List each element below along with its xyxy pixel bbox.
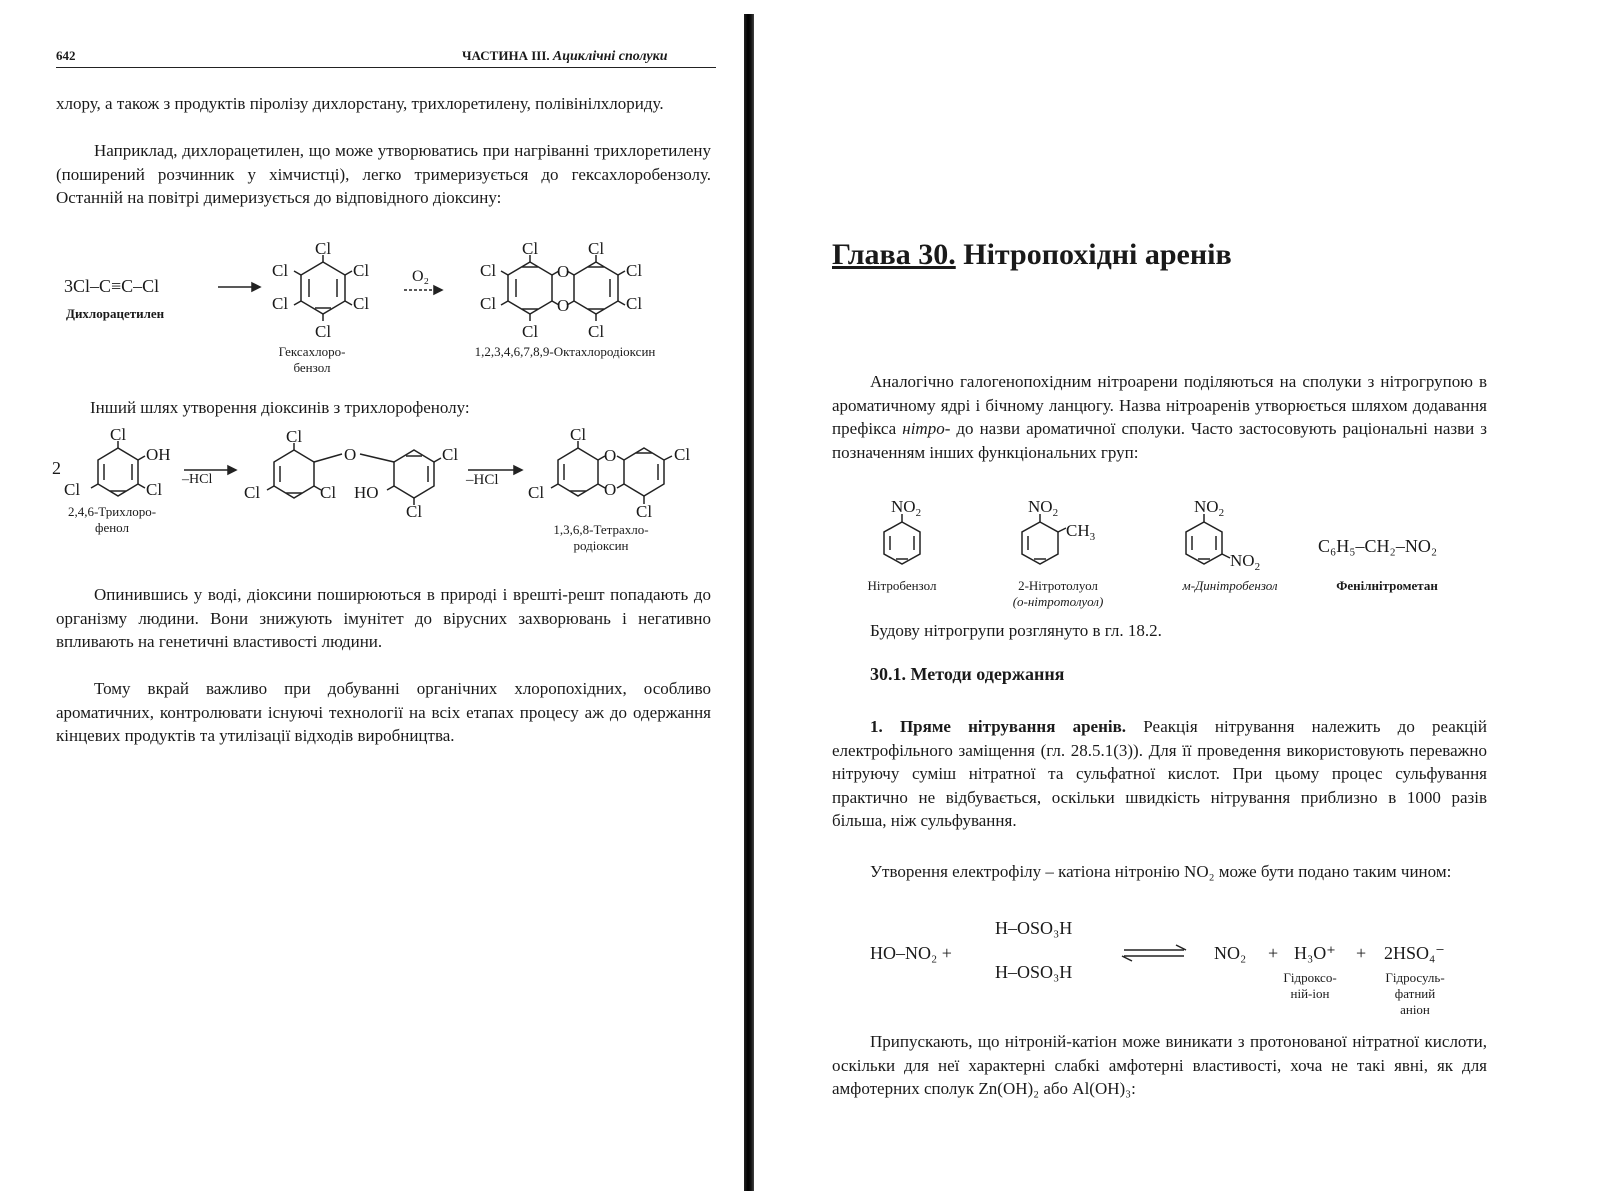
- svg-text:NO2: $NO_2$: [1028, 497, 1059, 519]
- svg-text:NO2: $NO_2$: [1194, 497, 1225, 519]
- left-para-4: Опинившись у воді, діоксини поширюються в природі і врешті-решт попадають до організму людини. Вони знижують імунітет до вірусних захворювань і негативно впливають на генетичні властивості людини.: [56, 585, 711, 651]
- eq-left: HO–NO₂ +: [870, 943, 952, 963]
- nitrobenzene-label: Нітробензол: [867, 578, 937, 593]
- minus-hcl-1: –HCl: [182, 472, 213, 487]
- svg-text:Cl: Cl: [570, 425, 587, 444]
- chapter-label: Глава 30.: [832, 238, 956, 271]
- svg-text:Cl: Cl: [315, 239, 332, 258]
- svg-text:CH3: $CH_3$: [1066, 521, 1096, 543]
- svg-text:Cl: Cl: [636, 502, 653, 521]
- svg-text:O: O: [604, 446, 617, 465]
- o2-reagent: O₂: [412, 268, 430, 285]
- right-para-1-a: Аналогічно галогенопохідним нітроарени поділяються на сполуки з нітрогрупою в ароматичному ядрі і бічному ланцюгу. Назва нітроаренів утворюється шляхом додавання префікса: [832, 372, 1487, 438]
- eq-plus-2: +: [1356, 943, 1367, 963]
- hexachlorobenzene-label-l2: бензол: [293, 360, 331, 375]
- ether-oxygen: O: [344, 445, 357, 464]
- svg-text:Cl: Cl: [315, 322, 332, 341]
- hexachlorobenzene-label-l1: Гексахлоро-: [278, 344, 346, 359]
- svg-text:Cl: Cl: [522, 322, 539, 341]
- svg-text:OH: OH: [146, 445, 171, 464]
- running-head-title: Ациклічні сполуки: [552, 49, 668, 64]
- svg-text:Cl: Cl: [353, 294, 370, 313]
- trichlorophenol-label-l1: 2,4,6-Трихлоро-: [67, 504, 157, 519]
- left-para-5: Тому вкрай важливо при добуванні органічних хлоропохідних, особливо ароматичних, контролювати існуючі технології на всіх етапах процесу аж до одержання кінцевих продуктів та утилізації відходів виробництва.: [56, 679, 711, 745]
- svg-text:Cl: Cl: [626, 261, 643, 280]
- svg-text:Cl: Cl: [522, 239, 539, 258]
- section-title: 30.1. Методи одержання: [870, 664, 1065, 684]
- right-para-2: Будову нітрогрупи розглянуто в гл. 18.2.: [870, 621, 1162, 640]
- svg-text:Cl: Cl: [320, 483, 337, 502]
- tetrachlorodioxin-label-l2: родіоксин: [573, 538, 629, 553]
- eq-nitronium: NO₂: [1214, 943, 1247, 963]
- coef-2: 2: [52, 458, 61, 478]
- svg-text:Cl: Cl: [272, 294, 289, 313]
- right-para-5: Припускають, що нітроній-катіон може виникати з протонованої нітратної кислоти, оскільки для неї характерні слабкі амфотерні властивості, хоча не такі явні, як для амфотерних сполук Zn(OH)₂ або Al(OH)₃:: [832, 1032, 1487, 1098]
- hydrosulfate-label-l3: аніон: [1400, 1002, 1430, 1017]
- eq-hydronium: H₃O⁺: [1294, 943, 1336, 963]
- octachlorodioxin-label: 1,2,3,4,6,7,8,9-Октахлородіоксин: [474, 344, 656, 359]
- phenylnitromethane-label: Фенілнітрометан: [1336, 578, 1438, 593]
- svg-text:Cl: Cl: [286, 427, 303, 446]
- svg-text:Cl: Cl: [442, 445, 459, 464]
- svg-text:Cl: Cl: [406, 502, 423, 521]
- right-para-4-b: може бути подано таким чином:: [1214, 862, 1452, 881]
- right-para-4-a: Утворення електрофілу – катіона нітронію: [870, 862, 1185, 881]
- nitrotoluene-alt: (о-нітротолуол): [1012, 594, 1104, 609]
- eq-plus-1: +: [1268, 943, 1279, 963]
- hydronium-label-l2: ній-іон: [1290, 986, 1330, 1001]
- dinitrobenzene-label: м-Динітробензол: [1182, 578, 1278, 593]
- nitronium-ion: NO₂: [1184, 862, 1215, 881]
- svg-text:O: O: [557, 296, 570, 315]
- trichlorophenol-label-l2: фенол: [95, 520, 129, 535]
- svg-text:O: O: [604, 480, 617, 499]
- eq-hydrosulfate: 2HSO₄⁻: [1384, 943, 1445, 963]
- chapter-title: Нітропохідні аренів: [963, 238, 1232, 271]
- running-head-part: ЧАСТИНА III.: [462, 48, 550, 63]
- svg-text:Cl: Cl: [64, 480, 81, 499]
- phenylnitromethane-formula: C₆H₅–CH₂–NO₂: [1318, 536, 1438, 556]
- svg-text:Cl: Cl: [588, 322, 605, 341]
- left-para-3: Інший шлях утворення діоксинів з трихлорофенолу:: [90, 398, 470, 417]
- svg-text:Cl: Cl: [272, 261, 289, 280]
- minus-hcl-2: –HCl: [466, 472, 499, 488]
- svg-text:Cl: Cl: [480, 294, 497, 313]
- svg-text:NO2: $NO_2$: [1230, 551, 1261, 573]
- left-para-1: хлору, а також з продуктів піролізу дихлорстану, трихлоретилену, полівінілхлориду.: [56, 94, 664, 113]
- tetrachlorodioxin-label-l1: 1,3,6,8-Тетрахло-: [553, 522, 649, 537]
- dichloroacetylene-label: Дихлорацетилен: [66, 306, 165, 321]
- left-para-2: Наприклад, дихлорацетилен, що може утворюватись при нагріванні трихлоретилену (поширений розчинник у хімчистці), легко тримеризується до гексахлоробензолу. Останній на повітрі димеризується до відповідного діоксину:: [56, 141, 711, 207]
- eq-bottom-acid: H–OSO₃H: [995, 962, 1073, 982]
- hydronium-label-l1: Гідроксо-: [1283, 970, 1337, 985]
- svg-text:Cl: Cl: [588, 239, 605, 258]
- svg-text:Cl: Cl: [528, 483, 545, 502]
- svg-text:NO2: $NO_2$: [891, 497, 922, 519]
- right-para-1-b: до назви ароматичної сполуки. Часто застосовують раціональні назви з позначенням інших функціональних груп:: [832, 419, 1487, 462]
- eq-top-acid: H–OSO₃H: [995, 918, 1073, 938]
- svg-text:Cl: Cl: [480, 261, 497, 280]
- svg-text:Cl: Cl: [244, 483, 261, 502]
- dichloroacetylene-formula: 3Cl–C≡C–Cl: [64, 276, 160, 296]
- right-para-3-body: Реакція нітрування належить до реакцій електрофільного заміщення (гл. 28.5.1(3)). Для її проведення використовують переважно нітруючу суміш нітратної та сульфатної кислот. При цьому процес сульфування практично не відбувається, оскільки швидкість нітрування приблизно в 1000 разів більша, ніж сульфування.: [832, 717, 1487, 830]
- svg-text:Cl: Cl: [626, 294, 643, 313]
- svg-text:Cl: Cl: [146, 480, 163, 499]
- hydrosulfate-label-l2: фатний: [1394, 986, 1436, 1001]
- hydrosulfate-label-l1: Гідросуль-: [1385, 970, 1445, 985]
- hydronium-label: [1270, 970, 1350, 1002]
- page-number: 642: [56, 48, 76, 63]
- nitro-prefix: нітро-: [902, 419, 951, 438]
- nitrotoluene-name: 2-Нітротолуол: [1018, 578, 1098, 593]
- svg-text:Cl: Cl: [353, 261, 370, 280]
- ho-group: HO: [354, 483, 379, 502]
- svg-text:Cl: Cl: [674, 445, 691, 464]
- svg-text:O: O: [557, 262, 570, 281]
- right-para-3-bold: 1. Пряме нітрування аренів.: [870, 717, 1127, 736]
- svg-text:Cl: Cl: [110, 425, 127, 444]
- hydrosulfate-label: [1370, 970, 1460, 1018]
